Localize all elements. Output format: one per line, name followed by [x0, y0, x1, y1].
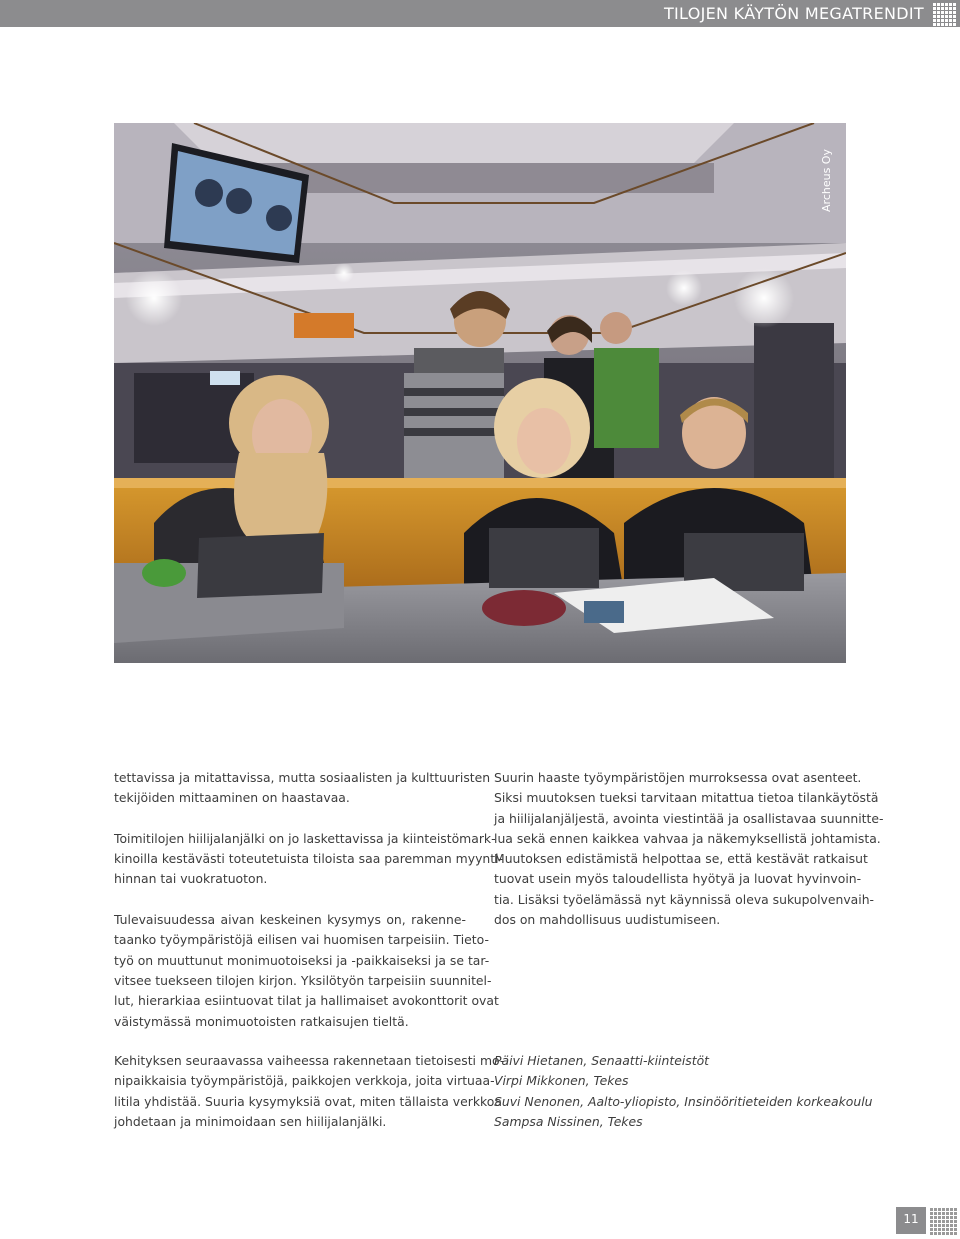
decor-dot: [934, 1232, 937, 1235]
decor-dot: [945, 15, 948, 18]
decor-dot: [938, 1224, 941, 1227]
decor-dot: [949, 23, 952, 26]
decor-dot: [941, 23, 944, 26]
decor-dot: [934, 1228, 937, 1231]
decor-dot: [942, 1208, 945, 1211]
decor-dot: [953, 19, 956, 22]
decor-dot: [938, 1216, 941, 1219]
author: Suvi Nenonen, Aalto-yliopisto, Insinööritieteiden korkeakoulu: [494, 1093, 873, 1109]
decor-dot: [930, 1216, 933, 1219]
decor-dot: [933, 15, 936, 18]
decor-dot: [930, 1220, 933, 1223]
author: Sampsa Nissinen, Tekes: [494, 1113, 643, 1129]
decor-dot: [949, 3, 952, 6]
decor-dot: [950, 1216, 953, 1219]
decor-dot: [949, 15, 952, 18]
decor-dot: [930, 1228, 933, 1231]
decor-dot: [946, 1228, 949, 1231]
decor-dot: [942, 1212, 945, 1215]
decor-dot: [950, 1224, 953, 1227]
decor-dot: [946, 1224, 949, 1227]
decor-dot: [934, 1220, 937, 1223]
decor-dot: [945, 11, 948, 14]
decor-dot: [937, 19, 940, 22]
decor-dot: [937, 23, 940, 26]
right-column-top: [494, 768, 884, 930]
decor-dot: [937, 3, 940, 6]
decor-dot: [953, 7, 956, 10]
footer-dot-pattern: [930, 1208, 957, 1235]
header-title: TILOJEN KÄYTÖN MEGATRENDIT: [663, 4, 924, 23]
decor-dot: [941, 3, 944, 6]
decor-dot: [933, 11, 936, 14]
header-dot-pattern: [933, 3, 956, 26]
decor-dot: [954, 1224, 957, 1227]
decor-dot: [933, 19, 936, 22]
left-column-bottom: [114, 1051, 505, 1132]
decor-dot: [950, 1220, 953, 1223]
decor-dot: [950, 1232, 953, 1235]
decor-dot: [942, 1232, 945, 1235]
decor-dot: [945, 19, 948, 22]
decor-dot: [953, 23, 956, 26]
decor-dot: [946, 1232, 949, 1235]
decor-dot: [941, 7, 944, 10]
decor-dot: [933, 3, 936, 6]
page-number-box: [896, 1207, 926, 1234]
decor-dot: [941, 11, 944, 14]
decor-dot: [954, 1232, 957, 1235]
decor-dot: [937, 11, 940, 14]
paragraph: Toimitilojen hiilijalanjälki on jo laskettavissa ja kiinteistömark- kinoilla kestävästi toteutetuista tiloista saa paremman myynti- hinnan tai vuokratuoton.: [114, 830, 504, 887]
photo-credit: Archeus Oy: [819, 148, 833, 212]
decor-dot: [941, 19, 944, 22]
photo-students-laptops: [114, 123, 846, 663]
decor-dot: [937, 15, 940, 18]
decor-dot: [946, 1212, 949, 1215]
decor-dot: [945, 23, 948, 26]
author-list: [494, 1051, 873, 1132]
decor-dot: [938, 1208, 941, 1211]
decor-dot: [954, 1228, 957, 1231]
decor-dot: [930, 1224, 933, 1227]
decor-dot: [934, 1212, 937, 1215]
left-column-top: [114, 768, 504, 1032]
decor-dot: [949, 19, 952, 22]
paragraph: Tulevaisuudessa aivan keskeinen kysymys on, rakenne- taanko työympäristöjä eilisen vai huomisen tarpeisiin. Tieto- työ on muuttunut monimuotoiseksi ja -paikkaiseksi ja se tar- vitsee tuekseen tilojen kirjon. Yksilötyön tarpeisiin suunnitel- lut, hierarkiaa esiintuovat tilat ja hallimaiset avokonttorit ovat väistymässä monimuotoisten ratkaisujen tieltä.: [114, 912, 499, 1029]
decor-dot: [938, 1220, 941, 1223]
decor-dot: [946, 1220, 949, 1223]
decor-dot: [954, 1216, 957, 1219]
decor-dot: [937, 7, 940, 10]
decor-dot: [950, 1228, 953, 1231]
decor-dot: [930, 1212, 933, 1215]
decor-dot: [945, 7, 948, 10]
decor-dot: [954, 1212, 957, 1215]
decor-dot: [938, 1232, 941, 1235]
decor-dot: [942, 1228, 945, 1231]
decor-dot: [954, 1220, 957, 1223]
header-bar: [0, 0, 960, 27]
decor-dot: [942, 1224, 945, 1227]
decor-dot: [949, 7, 952, 10]
decor-dot: [946, 1216, 949, 1219]
decor-dot: [930, 1208, 933, 1211]
decor-dot: [934, 1216, 937, 1219]
decor-dot: [950, 1212, 953, 1215]
decor-dot: [938, 1228, 941, 1231]
paragraph: tettavissa ja mitattavissa, mutta sosiaalisten ja kulttuuristen tekijöiden mittaaminen on haastavaa.: [114, 770, 491, 806]
decor-dot: [942, 1220, 945, 1223]
author: Virpi Mikkonen, Tekes: [494, 1073, 629, 1089]
decor-dot: [945, 3, 948, 6]
decor-dot: [933, 23, 936, 26]
decor-dot: [949, 11, 952, 14]
author: Päivi Hietanen, Senaatti-kiinteistöt: [494, 1053, 710, 1068]
decor-dot: [941, 15, 944, 18]
decor-dot: [938, 1212, 941, 1215]
decor-dot: [946, 1208, 949, 1211]
decor-dot: [953, 3, 956, 6]
decor-dot: [930, 1232, 933, 1235]
decor-dot: [950, 1208, 953, 1211]
decor-dot: [933, 7, 936, 10]
decor-dot: [954, 1208, 957, 1211]
paragraph: Kehityksen seuraavassa vaiheessa rakennetaan tietoisesti mo- nipaikkaisia työympäristöjä, paikkojen verkkoja, joita virtuaa- litila yhdistää. Suuria kysymyksiä ovat, miten tällaista verkkoa johdetaan ja minimoidaan sen hiilijalanjälki.: [114, 1053, 505, 1129]
decor-dot: [953, 11, 956, 14]
paragraph: Suurin haaste työympäristöjen murroksessa ovat asenteet. Siksi muutoksen tueksi tarvitaan mitattua tietoa tilankäytöstä ja hiilijalanjäljestä, avointa viestintää ja osallistavaa suunnitte- lua sekä ennen kaikkea vahvaa ja näkemyksellistä johtamista. Muutoksen edistämistä helpottaa se, että kestävät ratkaisut tuovat usein myös taloudellista hyötyä ja luovat hyvinvoin- tia. Lisäksi työelämässä nyt käynnissä oleva sukupolvenvaih- dos on mahdollisuus uudistumiseen.: [494, 770, 884, 928]
decor-dot: [953, 15, 956, 18]
page-number: 11: [903, 1212, 919, 1226]
decor-dot: [942, 1216, 945, 1219]
decor-dot: [934, 1224, 937, 1227]
decor-dot: [934, 1208, 937, 1211]
